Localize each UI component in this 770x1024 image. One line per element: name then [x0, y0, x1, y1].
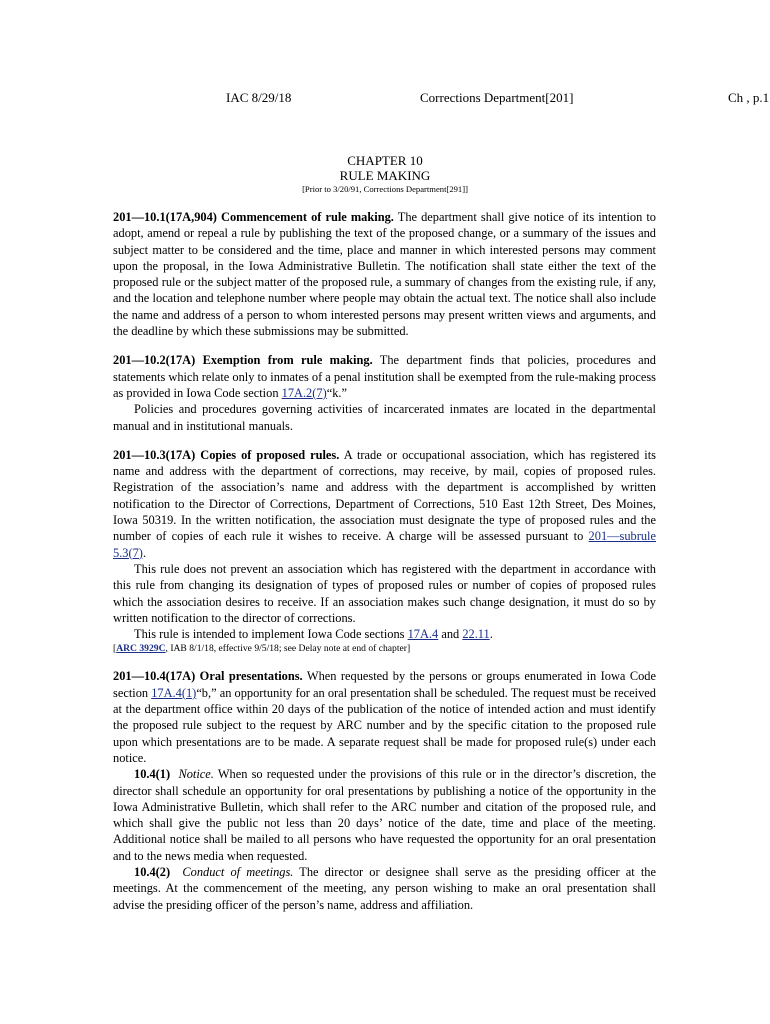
- history-open: [: [113, 643, 117, 655]
- rule-10-1-text: The department shall give notice of its intention to adopt, amend or repeal a rule by publishing the text of the proposed change, or a summary of the issues and subject matter to be considered and the time, place and manner in which interested persons may comment upon the proposal, in the Iowa Administrative Bulletin. The notification shall state either the text of the proposed rule or the subject matter of the proposed rule, a summary of changes from the existing rule, if any, and the location and telephone number where people may obtain the actual text. The notice shall also include the name and address of a person to whom interested persons may present written views and arguments, and the deadline by which these submissions may be submitted.: [113, 210, 656, 339]
- rule-10-3: [113, 447, 656, 561]
- rule-10-4: [113, 668, 656, 766]
- rule-10-3-tail: .: [142, 545, 147, 560]
- history-text: , IAB 8/1/18, effective 9/5/18; see Delay note at end of chapter]: [165, 643, 411, 655]
- rule-10-3-history: [113, 642, 656, 655]
- rule-10-2-tail: “k.”: [326, 385, 348, 400]
- subrule-10-4-2-number: 10.4(2): [134, 864, 171, 879]
- rule-10-3-text: A trade or occupational association, which has registered its name and address with the department of corrections, may receive, by mail, copies of proposed rules. Registration of the association’s name and address with the department is accomplished by written notification to the Director of Corrections, Department of Corrections, 510 East 12th Street, Des Moines, Iowa 50319. In the written notification, the association must designate the type of proposed rules and the number of copies of each rule it wishes to receive. A charge will be assessed pursuant to: [113, 447, 656, 544]
- rule-10-1-heading: 201—10.1(17A,904) Commencement of rule making.: [113, 210, 394, 224]
- rule-10-2-text: The department finds that policies, procedures and statements which relate only to inmates of a penal institution shall be exempted from the rule-making process as provided in Iowa Code section: [113, 353, 656, 400]
- document-body: [113, 209, 656, 913]
- rule-10-4-text: When requested by the persons or groups enumerated in Iowa Code section: [113, 669, 657, 700]
- rule-10-3-heading: 201—10.3(17A) Copies of proposed rules.: [113, 447, 340, 462]
- implement-and: and: [438, 627, 463, 642]
- implement-text: This rule is intended to implement Iowa Code sections: [134, 627, 408, 642]
- subrule-10-4-1: [113, 766, 656, 864]
- rule-10-2-heading: 201—10.2(17A) Exemption from rule making.: [113, 353, 373, 368]
- link-subrule-5-3-7[interactable]: 201—subrule 5.3(7): [113, 529, 656, 560]
- subrule-10-4-1-number: 10.4(1): [134, 767, 171, 782]
- chapter-prior-note: [Prior to 3/20/91, Corrections Department[291]]: [302, 184, 468, 194]
- rule-10-2-para2: Policies and procedures governing activities of incarcerated inmates are located in the departmental manual and in institutional manuals.: [113, 402, 656, 433]
- subrule-10-4-2-title: Conduct of meetings.: [182, 864, 294, 879]
- subrule-10-4-2-text: The director or designee shall serve as the presiding officer at the meetings. At the commencement of the meeting, any person wishing to make an oral presentation shall advise the presiding officer of the person’s name, address and affiliation.: [113, 864, 656, 912]
- link-17a-4[interactable]: 17A.4: [407, 627, 439, 642]
- subrule-10-4-1-text: When so requested under the provisions of this rule or in the director’s discretion, the director shall schedule an opportunity for oral presentations by publishing a notice of the opportunity in the Iowa Administrative Bulletin, which shall refer to the ARC number and citation of the proposed rule, and which shall give the public not less than 20 days’ notice of the date, time and place of the meeting. Additional notice shall be mailed to all persons who have requested the opportunity for an oral presentation and to the news media when requested.: [113, 767, 656, 863]
- subrule-10-4-1-title: Notice.: [178, 767, 214, 782]
- rule-10-3-para2: This rule does not prevent an association which has registered with the department in accordance with this rule from changing its designation of types of proposed rules or number of copies of proposed rules which the association desires to receive. If an association makes such change designation, it must do so by written notification to the director of corrections.: [113, 561, 656, 625]
- link-arc-3929c[interactable]: [116, 643, 165, 654]
- chapter-number: CHAPTER 10: [347, 153, 423, 168]
- rule-10-1: [113, 209, 656, 339]
- subrule-10-4-2: [113, 864, 656, 913]
- link-22-11[interactable]: 22.11: [462, 627, 490, 642]
- rule-10-3-implement: [113, 626, 656, 642]
- chapter-title: RULE MAKING: [339, 168, 431, 183]
- chapter-heading: [0, 153, 770, 195]
- rule-10-2: [113, 352, 656, 401]
- link-17a-4-1[interactable]: 17A.4(1): [151, 685, 197, 700]
- implement-tail: .: [489, 627, 493, 642]
- rule-10-4-tail: “b,” an opportunity for an oral presentation shall be scheduled. The request must be received at the department office within 20 days of the publication of the notice of intended action and must identify the proposed rule subject to the request by ARC number and by the specific citation to the proposed rule upon which presentations are to be made. A separate request shall be made for proposed rule(s) under each notice.: [113, 685, 656, 765]
- rule-10-4-heading: 201—10.4(17A) Oral presentations.: [113, 669, 303, 684]
- arc-label: ARC 3929C: [116, 643, 166, 655]
- header-date: IAC 8/29/18: [226, 90, 292, 105]
- header-page: Ch , p.1: [728, 90, 770, 105]
- header-agency: Corrections Department[201]: [420, 90, 574, 105]
- link-17a-2-7[interactable]: 17A.2(7): [281, 385, 327, 400]
